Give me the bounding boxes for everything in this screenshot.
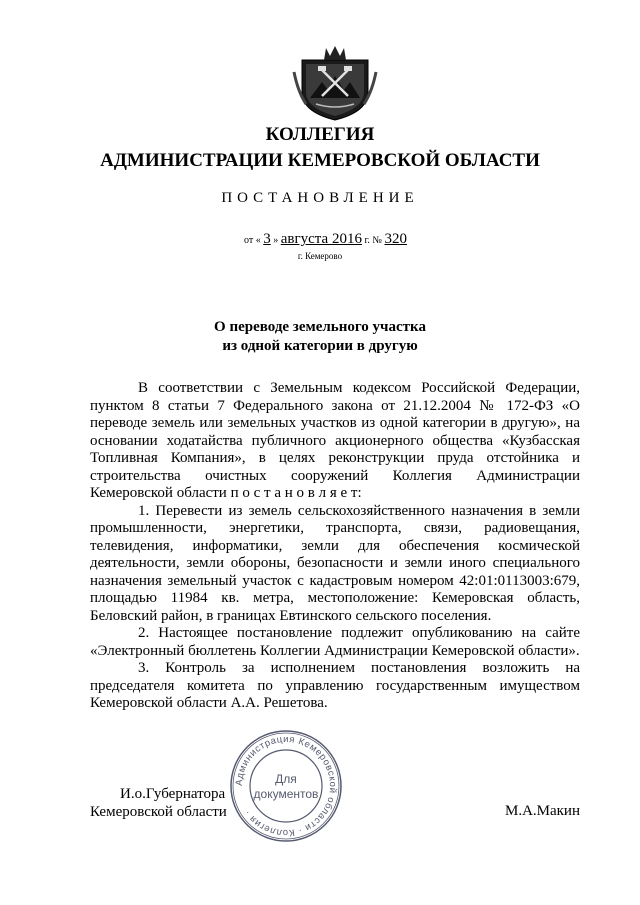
decree-title-line1: О переводе земельного участка	[214, 319, 426, 335]
decree-title-line2: из одной категории в другую	[222, 338, 418, 354]
signature-name: М.А.Макин	[504, 803, 580, 819]
body-paragraph-preamble: В соответствии с Земельным кодексом Российской Федерации, пунктом 8 статьи 7 Федерального закона от 21.12.2004 № 172-ФЗ «О переводе земель или земельных участков из одной категории в другую», на основании ходатайства публичного акционерного общества «Кузбасская Топливная Компания», в целях реконструкции пруда отстойника и строительства очистных сооружений Коллегия Администрации Кемеровской области п о с т а н о в л я е т:	[90, 380, 580, 501]
date-mid: »	[273, 235, 279, 246]
body-paragraph-item-2: 2. Настоящее постановление подлежит опубликованию на сайте «Электронный бюллетень Коллегии Администрации Кемеровской области».	[90, 625, 580, 659]
signature-position-line2: Кемеровской области	[90, 804, 227, 820]
decree-title	[0, 318, 640, 356]
signature-position	[90, 785, 227, 821]
document-type: ПОСТАНОВЛЕНИЕ	[221, 190, 419, 206]
official-stamp	[228, 728, 344, 844]
body-paragraph-item-3: 3. Контроль за исполнением постановления возложить на председателя комитета по управлению государственным имуществом Кемеровской области А.А. Решетова.	[90, 660, 580, 711]
org-title-line2: АДМИНИСТРАЦИИ КЕМЕРОВСКОЙ ОБЛАСТИ	[100, 150, 540, 171]
date-month-year: августа 2016	[280, 231, 362, 247]
stamp-center-line2: документов	[253, 787, 319, 801]
date-suffix: г. №	[364, 235, 382, 246]
stamp-ring-text: Администрация Кемеровской области · Коллегия ·	[233, 733, 339, 839]
body-paragraph-item-1: 1. Перевести из земель сельскохозяйственного назначения в земли промышленности, энергетики, транспорта, связи, радиовещания, телевидения, информатики, земли для обеспечения космической деятельности, земли обороны, безопасности и земли иного специального назначения земельный участок с кадастровым номером 42:01:0113003:679, площадью 11984 кв. метра, местоположение: Кемеровская область, Беловский район, в границах Евтинского сельского поселения.	[90, 502, 580, 624]
date-prefix: от «	[244, 235, 261, 246]
decree-body	[90, 380, 580, 713]
date-day: 3	[263, 231, 271, 247]
decree-date-line	[244, 231, 407, 248]
org-title-line1: КОЛЛЕГИЯ	[265, 124, 375, 145]
decree-city: г. Кемерово	[297, 251, 343, 261]
decree-number: 320	[384, 231, 407, 247]
coat-of-arms-icon	[292, 42, 378, 122]
signature-position-line1: И.о.Губернатора	[120, 786, 226, 802]
stamp-center-line1: Для	[275, 772, 297, 786]
